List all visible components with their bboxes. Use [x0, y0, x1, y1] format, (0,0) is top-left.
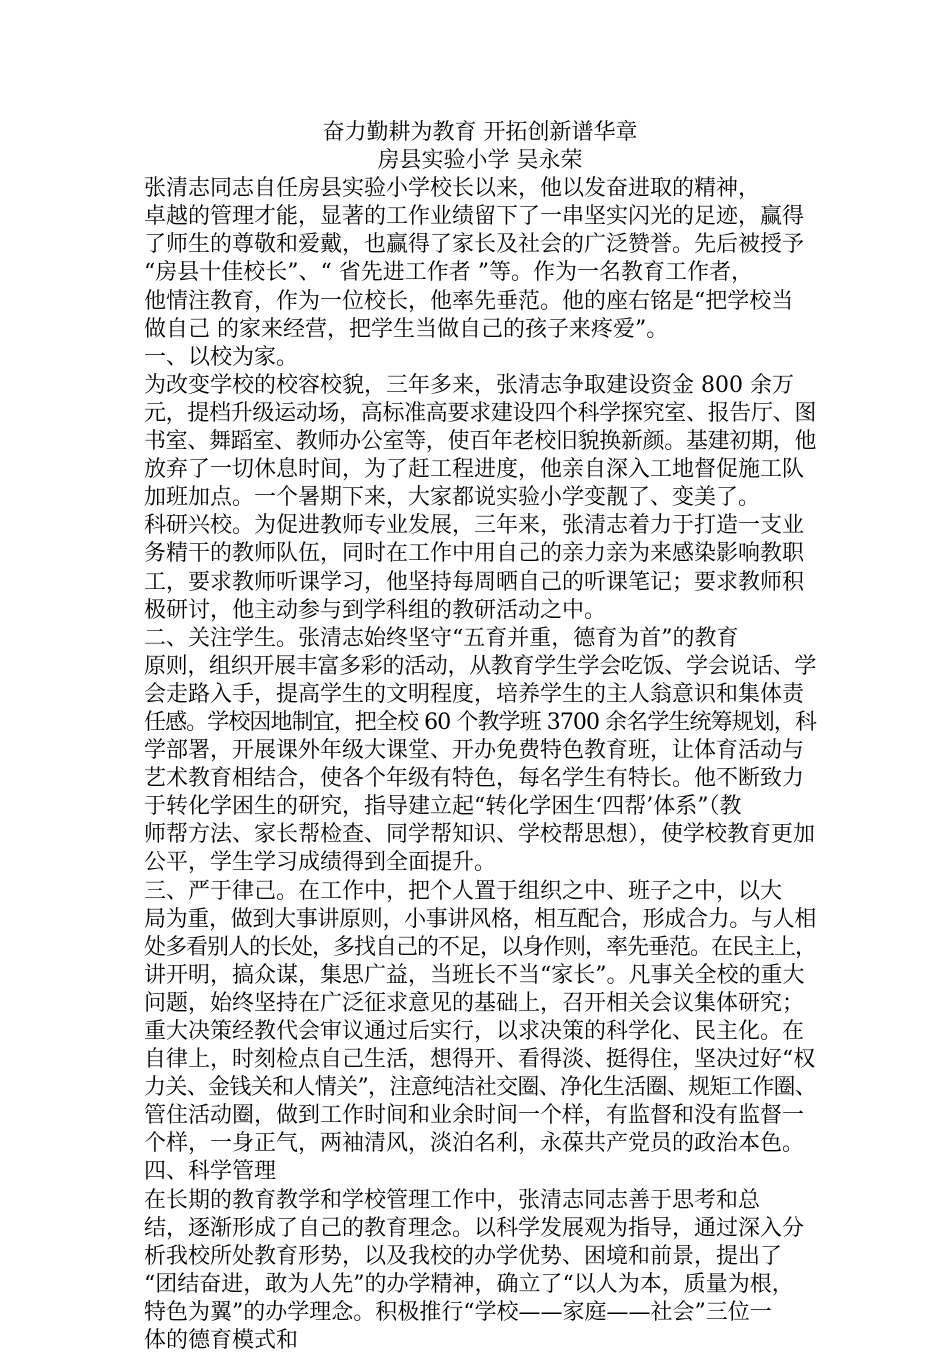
document-body	[144, 119, 816, 1355]
paragraph-line: 局为重，做到大事讲原则，小事讲风格，相互配合，形成合力。与人相	[144, 906, 817, 932]
paragraph-line: 管住活动圈，做到工作时间和业余时间一个样，有监督和没有监督一	[144, 1103, 805, 1129]
paragraph-line: 于转化学困生的研究，指导建立起“转化学困生‘四帮’体系”（教	[144, 794, 742, 820]
paragraph-line: 元，提档升级运动场，高标准高要求建设四个科学探究室、报告厅、图	[144, 400, 817, 426]
paragraph-line: “团结奋进，敢为人先”的办学精神，确立了“以人为本，质量为根，	[144, 1271, 794, 1297]
paragraph-line: 力关、金钱关和人情关”，注意纯洁社交圈、净化生活圈、规矩工作圈、	[144, 1075, 817, 1101]
paragraph-line: 特色为翼”的办学理念。积极推行“学校——家庭——社会”三位一	[144, 1299, 772, 1325]
paragraph-line: 师帮方法、家长帮检查、同学帮知识、学校帮思想），使学校教育更加	[144, 822, 816, 848]
paragraph-line: 放弃了一切休息时间，为了赶工程进度，他亲自深入工地督促施工队	[144, 457, 805, 483]
document-title: 奋力勤耕为教育 开拓创新谱华章	[322, 120, 638, 145]
paragraph-line: 四、科学管理	[144, 1159, 277, 1185]
paragraph-line: 任感。学校因地制宜，把全校 60 个教学班 3700 余名学生统筹规划，科	[144, 709, 816, 735]
paragraph-line: 结，逐渐形成了自己的教育理念。以科学发展观为指导，通过深入分	[144, 1215, 805, 1241]
paragraph-line: 重大决策经教代会审议通过后实行，以求决策的科学化、民主化。在	[144, 1019, 805, 1044]
paragraph-line: 加班加点。一个暑期下来，大家都说实验小学变靓了、变美了。	[144, 485, 761, 511]
paragraph-line: 原则，组织开展丰富多彩的活动，从教育学生学会吃饭、学会说话、学	[144, 653, 817, 679]
paragraph-line: 艺术教育相结合，使各个年级有特色，每名学生有特长。他不断致力	[144, 766, 805, 792]
paragraph-line: 个样，一身正气，两袖清风，淡泊名利，永葆共产党员的政治本色。	[144, 1131, 805, 1157]
paragraph-line: 问题，始终坚持在广泛征求意见的基础上，召开相关会议集体研究；	[144, 990, 805, 1016]
paragraph-line: 张清志同志自任房县实验小学校长以来，他以发奋进取的精神，	[144, 176, 761, 202]
paragraph-line: 析我校所处教育形势，以及我校的办学优势、困境和前景，提出了	[144, 1243, 783, 1269]
paragraph-line: “房县十佳校长”、“ 省先进工作者 ”等。作为一名教育工作者，	[144, 260, 753, 286]
paragraph-line: 体的德育模式和	[144, 1328, 299, 1354]
paragraph-line: 学部署，开展课外年级大课堂、开办免费特色教育班，让体育活动与	[144, 738, 805, 764]
paragraph-line: 工，要求教师听课学习，他坚持每周晒自己的听课笔记；要求教师积	[144, 569, 805, 595]
paragraph-line: 在长期的教育教学和学校管理工作中，张清志同志善于思考和总	[144, 1187, 761, 1213]
paragraph-line: 处多看别人的长处，多找自己的不足，以身作则，率先垂范。在民主上，	[144, 934, 817, 960]
paragraph-line: 他情注教育，作为一位校长，他率先垂范。他的座右铭是“把学校当	[144, 288, 794, 314]
paragraph-line: 三、严于律己。在工作中，把个人置于组织之中、班子之中，以大	[144, 878, 783, 904]
paragraph-line: 二、关注学生。张清志始终坚守“五育并重，德育为首”的教育	[144, 625, 739, 651]
paragraph-line: 极研讨，他主动参与到学科组的教研活动之中。	[144, 597, 607, 623]
document-byline: 房县实验小学 吴永荣	[377, 148, 583, 174]
paragraph-line: 务精干的教师队伍，同时在工作中用自己的亲力亲为来感染影响教职	[144, 541, 805, 567]
paragraph-line: 讲开明，搞众谋，集思广益，当班长不当“家长”。凡事关全校的重大	[144, 962, 805, 988]
paragraph-line: 书室、舞蹈室、教师办公室等，使百年老校旧貌换新颜。基建初期，他	[144, 429, 817, 455]
paragraph-line: 了师生的尊敬和爱戴，也赢得了家长及社会的广泛赞誉。先后被授予	[144, 232, 805, 258]
paragraph-line: 为改变学校的校容校貌，三年多来，张清志争取建设资金 800 余万	[144, 372, 794, 398]
paragraph-line: 做自己 的家来经营，把学生当做自己的孩子来疼爱”。	[144, 316, 669, 342]
paragraph-line: 公平，学生学习成绩得到全面提升。	[144, 850, 497, 876]
paragraph-line: 一、以校为家。	[144, 344, 299, 370]
paragraph-line: 自律上，时刻检点自己生活，想得开、看得淡、挺得住，坚决过好“权	[144, 1047, 816, 1073]
paragraph-line: 科研兴校。为促进教师专业发展，三年来，张清志着力于打造一支业	[144, 513, 805, 539]
paragraph-line: 卓越的管理才能，显著的工作业绩留下了一串坚实闪光的足迹，赢得	[144, 204, 805, 230]
paragraph-line: 会走路入手，提高学生的文明程度，培养学生的主人翁意识和集体责	[144, 681, 805, 707]
